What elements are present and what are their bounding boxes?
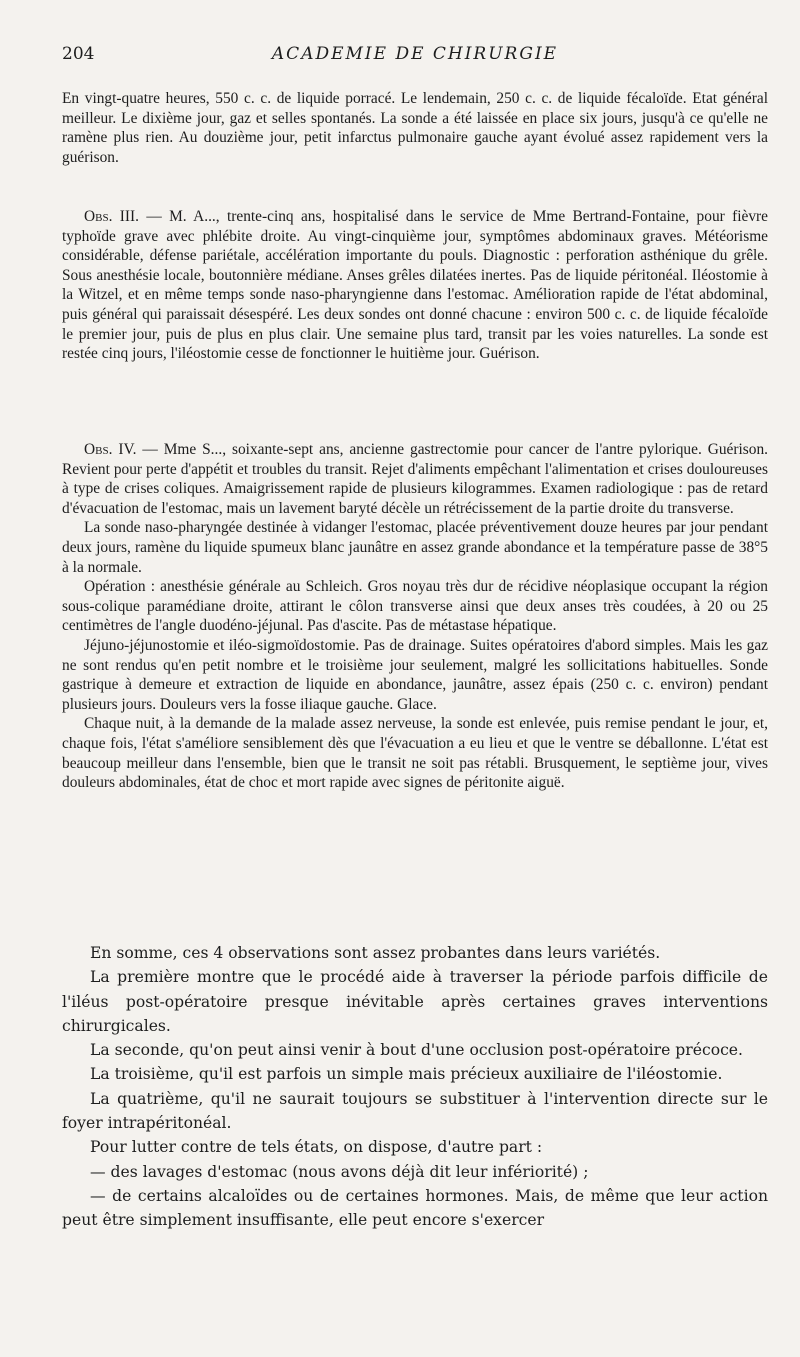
obs3-text: — M. A..., trente-cinq ans, hospitalisé dans le service de Mme Bertrand-Fontaine, pour fièvre typhoïde grave avec phlébite droite. Au vingt-cinquième jour, symptômes abdominaux graves. Météorisme considérable, défense pariétale, accélération importante du pouls. Diagnostic : perforation asthénique du grêle. Sous anesthésie locale, boutonnière médiane. Anses grêles dilatées inertes. Pas de liquide péritonéal. Iléostomie à la Witzel, et en même temps sonde naso-pharyngienne dans l'estomac. Amélioration rapide de l'état abdominal, puis général qui paraissait désespéré. Les deux sondes ont donné chacune : environ 500 c. c. de liquide fécaloïde le premier jour, puis de plus en plus clair. Une semaine plus tard, transit par les voies naturelles. La sonde est restée cinq jours, l'iléostomie cesse de fonctionner le huitième jour. Guérison. xyxy=(62,208,768,363)
conclusion-second: La seconde, qu'on peut ainsi venir à bout d'une occlusion post-opératoire précoce. xyxy=(90,1041,743,1060)
case2-paragraph: En vingt-quatre heures, 550 c. c. de liquide porracé. Le lendemain, 250 c. c. de liquide fécaloïde. Etat général meilleur. Le dixième jour, gaz et selles spontanés. La sonde a été laissée en place six jours, jusqu'à ce qu'elle ne ramène plus rien. Au douzième jour, petit infarctus pulmonaire gauche ayant évolué assez rapidement vers la guérison. xyxy=(62,90,768,166)
running-title: ACADEMIE DE CHIRURGIE xyxy=(271,44,559,64)
obs4-paragraph-2: La sonde naso-pharyngée destinée à vidanger l'estomac, placée préventivement douze heures par jour pendant deux jours, ramène du liquide spumeux blanc jaunâtre en assez grande abondance et la température passe de 38°5 à la normale. xyxy=(62,519,768,576)
conclusion-summary: En somme, ces 4 observations sont assez probantes dans leurs variétés. xyxy=(90,944,661,962)
conclusion-fourth: La quatrième, qu'il ne saurait toujours se substituer à l'intervention directe sur le foyer intrapéritonéal. xyxy=(62,1089,768,1133)
obs3-label: Obs. III. xyxy=(84,208,139,225)
obs3-paragraph xyxy=(62,207,768,364)
conclusion-lavages: — des lavages d'estomac (nous avons déjà dit leur infériorité) ; xyxy=(90,1162,589,1181)
obs4-paragraph-5: Chaque nuit, à la demande de la malade assez nerveuse, la sonde est enlevée, puis remise pendant le jour, et, chaque fois, l'état s'améliore sensiblement dès que l'évacuation a eu lieu et que le ventre se déballonne. L'état est beaucoup meilleur dans l'ensemble, bien que le transit ne soit pas rétabli. Brusquement, le septième jour, vives douleurs abdominales, état de choc et mort rapide avec signes de péritonite aiguë. xyxy=(62,715,768,792)
conclusion-means: Pour lutter contre de tels états, on dispose, d'autre part : xyxy=(90,1138,543,1157)
page-number: 204 xyxy=(62,44,95,64)
observation-4 xyxy=(62,440,768,793)
obs4-paragraph-3: Opération : anesthésie générale au Schleich. Gros noyau très dur de récidive néoplasique occupant la région sous-colique paramédiane droite, attirant le côlon transverse ainsi que deux anses très coudées, à 20 ou 25 centimètres de l'angle duodéno-jéjunal. Pas d'ascite. Pas de métastase hépatique. xyxy=(62,578,768,635)
conclusion-first: La première montre que le procédé aide à traverser la période parfois difficile de l'iléus post-opératoire presque inévitable après certaines graves interventions chirurgicales. xyxy=(62,968,768,1035)
conclusion-section xyxy=(62,941,768,1233)
conclusion-alkaloids: — de certains alcaloïdes ou de certaines hormones. Mais, de même que leur action peut être simplement insuffisante, elle peut encore s'exercer xyxy=(62,1186,768,1230)
page-header xyxy=(62,44,768,70)
obs4-intro: — Mme S..., soixante-sept ans, ancienne gastrectomie pour cancer de l'antre pylorique. Guérison. Revient pour perte d'appétit et troubles du transit. Rejet d'aliments empêchant l'alimentation et crises douloureuses à type de crises coliques. Amaigrissement rapide de plusieurs kilogrammes. Examen radiologique : pas de retard d'évacuation de l'estomac, mais un lavement baryté décèle un rétrécissement de la partie droite du transverse. xyxy=(62,441,768,517)
obs4-intro-paragraph xyxy=(62,440,768,518)
obs4-paragraph-4: Jéjuno-jéjunostomie et iléo-sigmoïdostomie. Pas de drainage. Suites opératoires d'abord simples. Mais les gaz ne sont rendus qu'en petit nombre et le troisième jour seulement, malgré les sollicitations habituelles. Sonde gastrique à demeure et extraction de liquide en abondance, jaunâtre, assez épais (250 c. c. environ) pendant plusieurs jours. Douleurs vers la fosse iliaque gauche. Glace. xyxy=(62,636,768,713)
conclusion-third: La troisième, qu'il est parfois un simple mais précieux auxiliaire de l'iléostomie. xyxy=(90,1065,723,1084)
observation-3 xyxy=(62,207,768,364)
obs4-label: Obs. IV. xyxy=(84,441,137,458)
case2-ending xyxy=(62,89,768,167)
